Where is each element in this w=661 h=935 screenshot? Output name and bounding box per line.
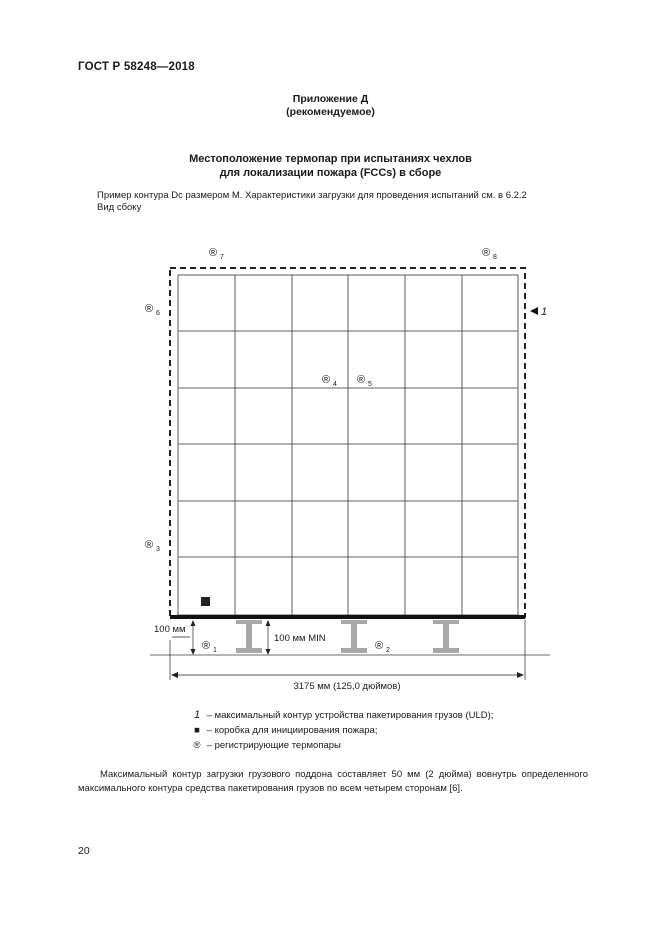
pallet-base (170, 615, 525, 619)
svg-text:®: ® (145, 539, 154, 551)
thermocouple-3 (145, 539, 160, 553)
legend-item-ignition-box (190, 725, 377, 739)
uld-max-contour (170, 268, 525, 617)
figure-title-line-1: Местоположение термопар при испытаниях чехлов (189, 153, 472, 165)
svg-text:1: 1 (213, 647, 217, 654)
legend-key-square-icon: ■ (194, 725, 200, 736)
legend-text-thermocouples: – регистрирующие термопары (206, 740, 341, 751)
legend-item-thermocouples (190, 740, 341, 754)
thermocouple-2 (375, 640, 390, 654)
dim-height-min: 100 мм MIN (274, 633, 326, 644)
svg-text:6: 6 (156, 310, 160, 317)
svg-text:2: 2 (386, 647, 390, 654)
thermocouple-8 (482, 247, 497, 261)
svg-text:4: 4 (333, 381, 337, 388)
legend-key-contour: 1 (193, 709, 201, 721)
cargo-grid (178, 275, 518, 615)
thermocouple-4 (322, 374, 337, 388)
annex-status: (рекомендуемое) (286, 106, 375, 118)
svg-text:®: ® (209, 247, 218, 259)
dim-width: 3175 мм (125,0 дюймов) (293, 681, 401, 692)
thermocouple-5 (357, 374, 372, 388)
figure-title-line-2: для локализации пожара (FCCs) в сборе (219, 167, 442, 179)
svg-text:®: ® (357, 374, 366, 386)
intro-line-2: Вид сбоку (97, 202, 142, 213)
legend-text-contour: – максимальный контур устройства пакетирования грузов (ULD); (206, 710, 494, 721)
legend-text-ignition-box: – коробка для инициирования пожара; (206, 725, 378, 736)
body-paragraph: Максимальный контур загрузки грузового поддона составляет 50 мм (2 дюйма) вовнутрь определенного максимального контура средства пакетирования грузов по всем четырем сторонам [6]. (78, 769, 588, 794)
legend-item-contour (190, 709, 493, 723)
svg-text:®: ® (322, 374, 331, 386)
svg-text:®: ® (375, 640, 384, 652)
dim-height-left: 100 мм (154, 624, 186, 635)
svg-text:8: 8 (493, 254, 497, 261)
annex-title: Приложение Д (292, 93, 369, 105)
svg-text:®: ® (482, 247, 491, 259)
svg-text:®: ® (145, 303, 154, 315)
svg-text:7: 7 (220, 254, 224, 261)
contour-arrow-icon (530, 307, 538, 315)
contour-label: 1 (541, 306, 548, 318)
svg-text:5: 5 (368, 381, 372, 388)
ignition-box (201, 597, 210, 606)
page-number: 20 (78, 845, 90, 857)
thermocouple-7 (209, 247, 224, 261)
svg-text:®: ® (202, 640, 211, 652)
svg-text:3: 3 (156, 546, 160, 553)
thermocouple-1 (202, 640, 217, 654)
intro-line-1: Пример контура Dc размером M. Характеристики загрузки для проведения испытаний см. в 6.2.2 (97, 190, 527, 201)
thermocouple-6 (145, 303, 160, 317)
legend-key-thermocouple-icon: ® (193, 740, 201, 751)
document-code: ГОСТ Р 58248—2018 (78, 61, 195, 73)
